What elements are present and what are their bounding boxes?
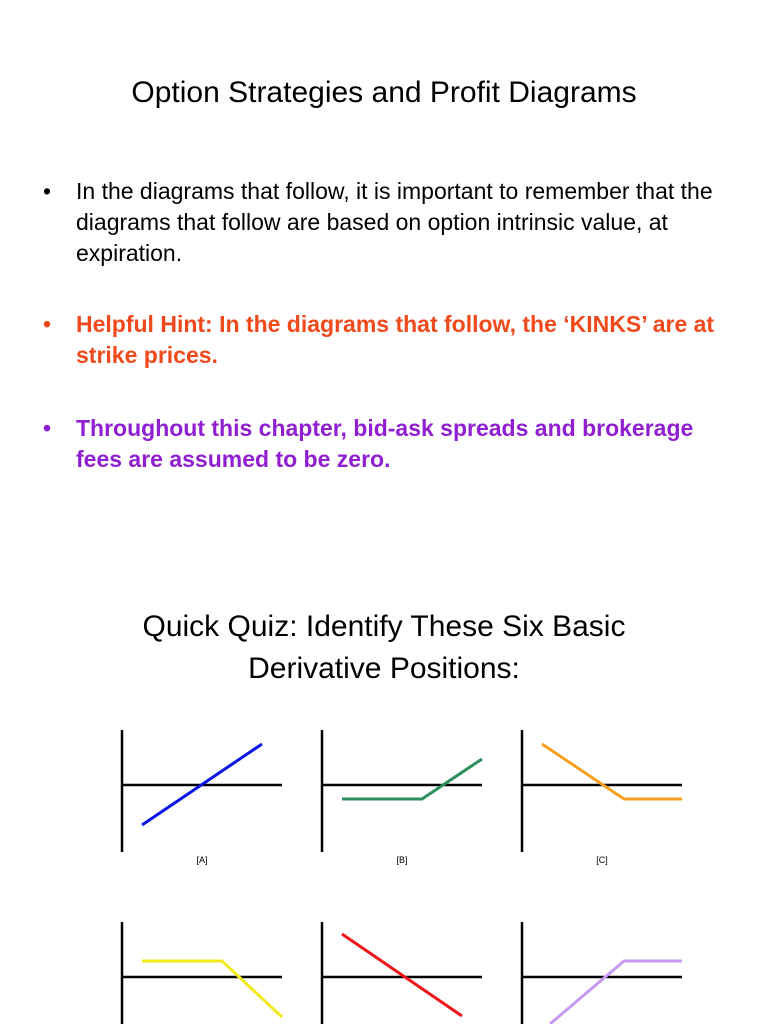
payoff-line bbox=[142, 961, 282, 1017]
slide-title: Option Strategies and Profit Diagrams bbox=[131, 76, 637, 109]
quiz-title-line-1: Quick Quiz: Identify These Six Basic bbox=[142, 610, 626, 643]
payoff-panel-1 bbox=[122, 730, 282, 865]
payoff-panel-3 bbox=[522, 730, 682, 865]
panel-label: [A] bbox=[196, 855, 208, 865]
bullet-item-zero-fees bbox=[40, 413, 730, 475]
bullet-marker: • bbox=[43, 311, 52, 337]
payoff-panel-2 bbox=[322, 730, 482, 865]
payoff-panel-6 bbox=[522, 922, 682, 1024]
bullet-text: In the diagrams that follow, it is important to remember that the diagrams that follow are based on option intrinsic value, at expiration. bbox=[76, 178, 713, 266]
panel-label: [C] bbox=[596, 855, 608, 865]
bullet-text: Throughout this chapter, bid-ask spreads and brokerage fees are assumed to be zero. bbox=[76, 415, 694, 472]
quiz-title-line-2: Derivative Positions: bbox=[248, 652, 520, 685]
bullet-marker: • bbox=[43, 415, 52, 441]
payoff-panel-5 bbox=[322, 922, 482, 1024]
bullet-item-intrinsic-value bbox=[40, 176, 730, 269]
payoff-line bbox=[542, 744, 682, 799]
payoff-panel-4 bbox=[122, 922, 282, 1024]
bullet-item-helpful-hint bbox=[40, 309, 730, 371]
payoff-line bbox=[550, 961, 682, 1024]
payoff-line bbox=[142, 744, 262, 825]
payoff-line bbox=[342, 759, 482, 799]
quiz-title bbox=[0, 606, 768, 690]
payoff-line bbox=[342, 934, 462, 1016]
panel-label: [B] bbox=[396, 855, 408, 865]
bullet-marker: • bbox=[43, 178, 52, 204]
bullet-text: Helpful Hint: In the diagrams that follow, the ‘KINKS’ are at strike prices. bbox=[76, 311, 715, 368]
bullet-list bbox=[40, 176, 730, 475]
